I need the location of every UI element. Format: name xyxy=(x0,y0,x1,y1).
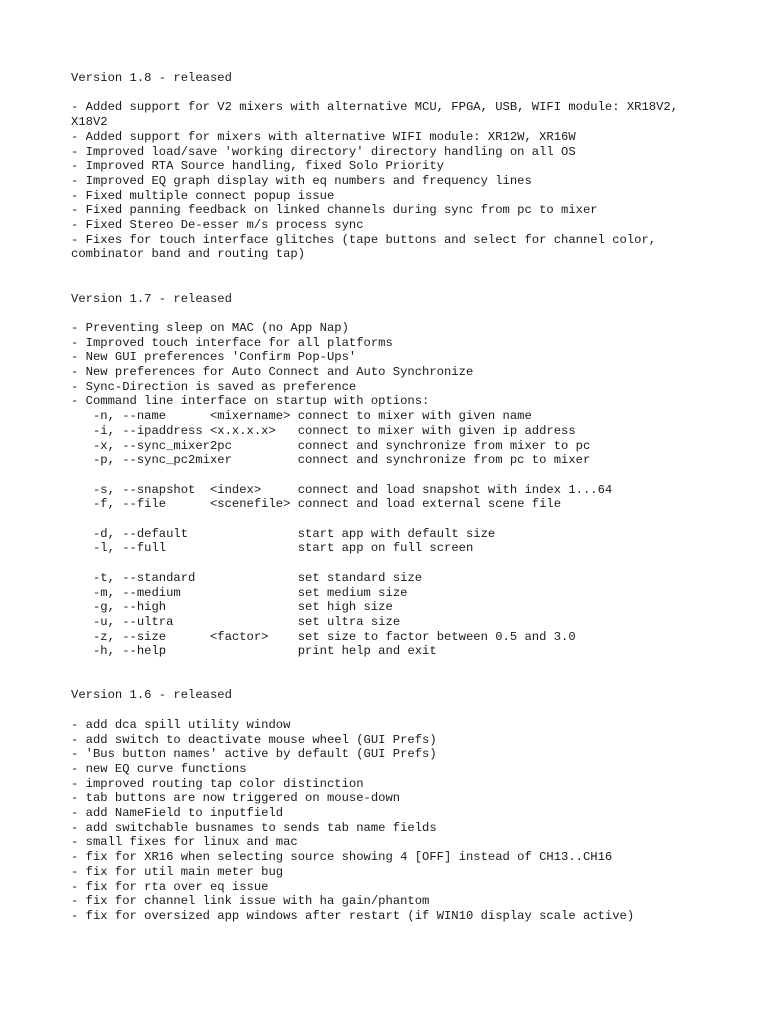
changelog-item: - add dca spill utility window xyxy=(71,717,291,732)
version-1-7-section xyxy=(71,292,751,660)
version-heading: Version 1.8 - released xyxy=(71,71,232,85)
changelog-item: - Fixes for touch interface glitches (tape buttons and select for channel color, combinator band and routing tap) xyxy=(71,232,657,262)
cli-option: -s, --snapshot <index> connect and load snapshot with index 1...64 xyxy=(71,482,613,497)
cli-option: -f, --file <scenefile> connect and load external scene file xyxy=(71,497,562,512)
changelog-item: - Command line interface on startup with options: xyxy=(71,394,430,409)
cli-option: -x, --sync_mixer2pc connect and synchronize from mixer to pc xyxy=(71,438,591,453)
cli-option: -i, --ipaddress <x.x.x.x> connect to mixer with given ip address xyxy=(71,423,576,438)
version-heading: Version 1.6 - released xyxy=(71,688,232,703)
changelog-item: - Added support for V2 mixers with alternative MCU, FPGA, USB, WIFI module: XR18V2, X18V2 xyxy=(71,100,679,130)
cli-option: -l, --full start app on full screen xyxy=(71,541,474,556)
changelog-item: - fix for util main meter bug xyxy=(71,864,284,879)
changelog-item: - add switch to deactivate mouse wheel (GUI Prefs) xyxy=(71,732,437,747)
cli-option: -n, --name <mixername> connect to mixer with given name xyxy=(71,409,532,424)
changelog-item: - add switchable busnames to sends tab name fields xyxy=(71,820,437,835)
changelog-item: - fix for XR16 when selecting source showing 4 [OFF] instead of CH13..CH16 xyxy=(71,850,613,865)
blank-line xyxy=(71,512,751,527)
changelog-item: - 'Bus button names' active by default (GUI Prefs) xyxy=(71,747,437,762)
changelog-item: - new EQ curve functions xyxy=(71,761,247,776)
changelog-item: - fix for oversized app windows after restart (if WIN10 display scale active) xyxy=(71,908,635,923)
blank-line xyxy=(71,556,751,571)
changelog-item: - improved routing tap color distinction xyxy=(71,776,364,791)
cli-option: -d, --default start app with default size xyxy=(71,526,496,541)
cli-option: -z, --size <factor> set size to factor between 0.5 and 3.0 xyxy=(71,629,576,644)
changelog-item: - fix for channel link issue with ha gain/phantom xyxy=(71,894,430,909)
changelog-item: - Improved EQ graph display with eq numbers and frequency lines xyxy=(71,173,532,188)
changelog-item: - New preferences for Auto Connect and Auto Synchronize xyxy=(71,365,474,380)
changelog-item: - Sync-Direction is saved as preference xyxy=(71,379,357,394)
changelog-item: - Improved touch interface for all platforms xyxy=(71,335,393,350)
cli-option: -g, --high set high size xyxy=(71,600,393,615)
changelog-item: - tab buttons are now triggered on mouse-down xyxy=(71,791,401,806)
cli-option: -u, --ultra set ultra size xyxy=(71,614,401,629)
changelog-item: - small fixes for linux and mac xyxy=(71,835,298,850)
changelog-item: - Fixed panning feedback on linked channels during sync from pc to mixer xyxy=(71,203,598,218)
version-heading: Version 1.7 - released xyxy=(71,291,232,306)
cli-option: -m, --medium set medium size xyxy=(71,585,408,600)
version-1-6-section xyxy=(71,688,751,923)
release-notes-document xyxy=(71,71,751,924)
version-1-8-section xyxy=(71,71,751,262)
cli-option: -t, --standard set standard size xyxy=(71,570,423,585)
changelog-item: - add NameField to inputfield xyxy=(71,806,284,821)
changelog-item: - Fixed multiple connect popup issue xyxy=(71,188,335,203)
changelog-item: - New GUI preferences 'Confirm Pop-Ups' xyxy=(71,350,357,365)
cli-option: -p, --sync_pc2mixer connect and synchronize from pc to mixer xyxy=(71,453,591,468)
changelog-item: - Improved load/save 'working directory' directory handling on all OS xyxy=(71,144,576,159)
changelog-item: - Improved RTA Source handling, fixed Solo Priority xyxy=(71,159,444,174)
cli-option: -h, --help print help and exit xyxy=(71,644,437,659)
changelog-item: - Fixed Stereo De-esser m/s process sync xyxy=(71,218,364,233)
blank-line xyxy=(71,468,751,483)
changelog-item: - Preventing sleep on MAC (no App Nap) xyxy=(71,320,349,335)
changelog-item: - fix for rta over eq issue xyxy=(71,879,269,894)
changelog-item: - Added support for mixers with alternative WIFI module: XR12W, XR16W xyxy=(71,129,576,144)
